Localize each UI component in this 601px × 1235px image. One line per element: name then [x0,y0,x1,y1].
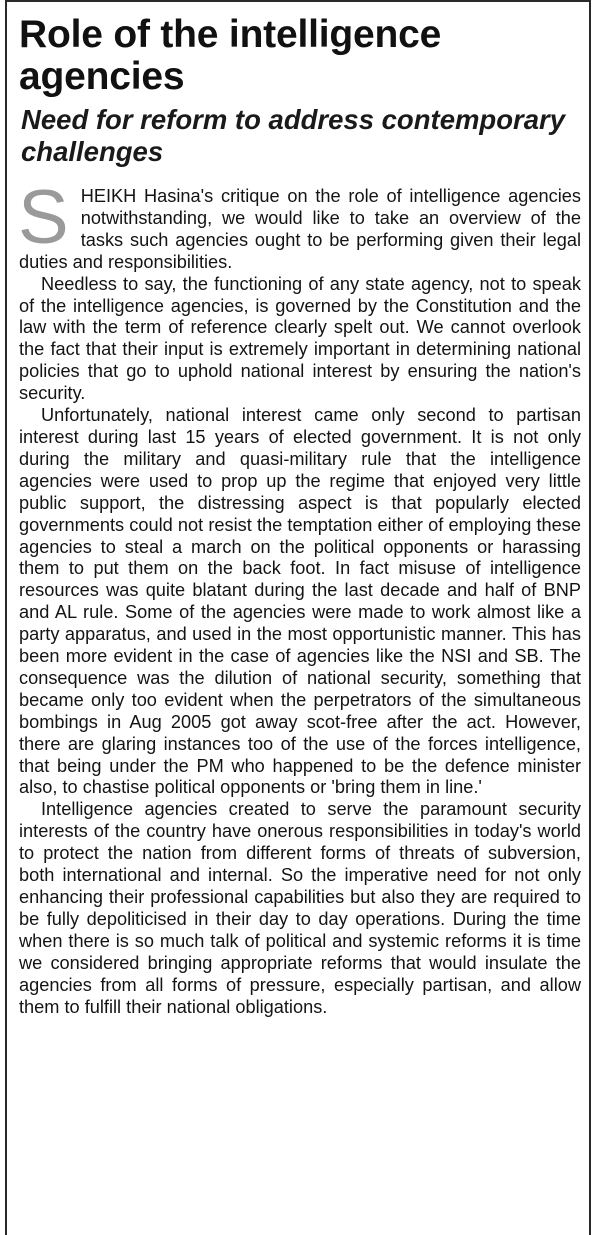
paragraph-2: Needless to say, the functioning of any state agency, not to speak of the intelligence agencies, is governed by the Constitution and the law with the term of reference clearly spelt out. We cannot overlook the fact that their input is extremely important in determining national policies that go to uphold national interest by ensuring the nation's security. [19,273,581,404]
paragraph-1 [18,175,581,274]
editorial-article [19,14,581,1018]
subheadline: Need for reform to address contemporary challenges [21,104,566,167]
paragraph-1-text: HEIKH Hasina's critique on the role of intelligence agencies notwithstanding, we would like to take an overview of the tasks such agencies ought to be performing given their legal duties and responsibilities. [19,186,581,272]
article-body [18,175,581,1018]
headline: Role of the intelligence agencies [19,13,442,98]
paragraph-4: Intelligence agencies created to serve the paramount security interests of the country have onerous responsibilities in today's world to protect the nation from different forms of threats of subversion, both international and internal. So the imperative need for not only enhancing their professional capabilities but also they are required to be fully depoliticised in their day to day operations. During the time when there is so much talk of political and systemic reforms it is time we considered bringing appropriate reforms that would insulate the agencies from all forms of pressure, especially partisan, and allow them to fulfill their national obligations. [19,799,581,1017]
drop-cap: S [18,175,69,260]
paragraph-3: Unfortunately, national interest came only second to partisan interest during last 15 years of elected government. It is not only during the military and quasi-military rule that the intelligence agencies were used to prop up the regime that enjoyed very little public support, the distressing aspect is that popularly elected governments could not resist the temptation either of employing these agencies to steal a march on the political opponents or harassing them to put them on the back foot. In fact misuse of intelligence resources was quite blatant during the last decade and half of BNP and AL rule. Some of the agencies were made to work almost like a party apparatus, and used in the most opportunistic manner. This has been more evident in the case of agencies like the NSI and SB. The consequence was the dilution of national security, something that became only too evident when the perpetrators of the simultaneous bombings in Aug 2005 got away scot-free after the act. However, there are glaring instances too of the use of the forces intelligence, that being under the PM who happened to be the defence minister also, to chastise political opponents or 'bring them in line.' [19,405,581,798]
